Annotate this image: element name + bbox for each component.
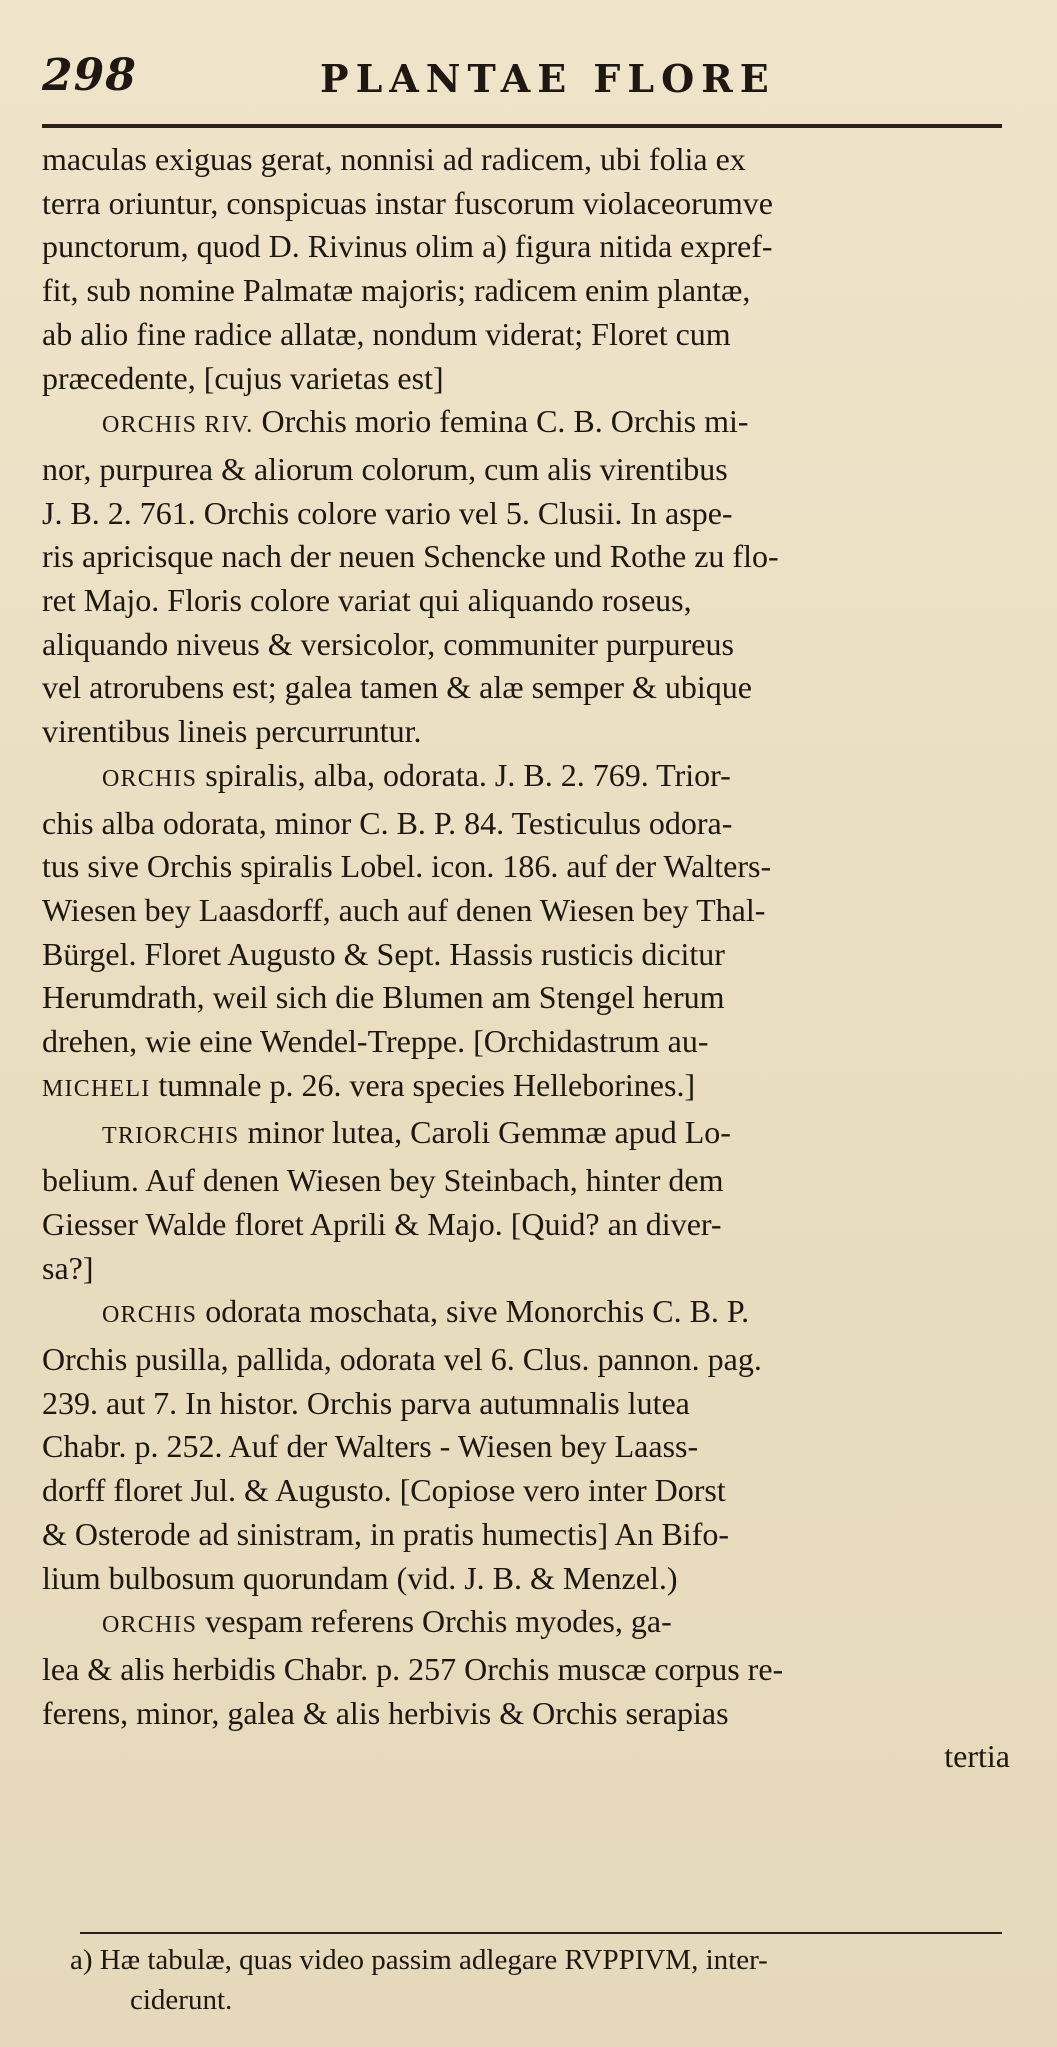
text-line: Herumdrath, weil sich die Blumen am Stengel herum <box>42 979 725 1016</box>
text-line: sa?] <box>42 1249 94 1286</box>
text-line: virentibus lineis percurruntur. <box>42 713 422 750</box>
entry-orchis-vespam <box>42 1600 1010 1648</box>
body-text <box>42 138 1010 1779</box>
text-line: Giesser Walde floret Aprili & Majo. [Quid? an diver- <box>42 1205 722 1242</box>
page-number: 298 <box>42 50 137 101</box>
catchword: tertia <box>944 1738 1010 1775</box>
text-line: ret Majo. Floris colore variat qui aliquando roseus, <box>42 582 692 619</box>
running-head: PLANTAE FLORE <box>320 56 776 101</box>
entry-lead: ORCHIS <box>102 1612 198 1639</box>
footnote-line: a) Hæ tabulæ, quas video passim adlegare RVPPIVM, inter- <box>70 1944 768 1976</box>
author-lead: MICHELI <box>42 1075 151 1102</box>
text-line: aliquando niveus & versicolor, communiter purpureus <box>42 625 734 662</box>
text-line: ab alio fine radice allatæ, nondum viderat; Floret cum <box>42 315 731 352</box>
text-line: punctorum, quod D. Rivinus olim a) figura nitida expref- <box>42 228 773 265</box>
text-line: drehen, wie eine Wendel-Treppe. [Orchidastrum au- <box>42 1023 709 1060</box>
text-line: tumnale p. 26. vera species Helleborines.] <box>158 1066 696 1103</box>
text-line: Orchis morio femina C. B. Orchis mi- <box>261 403 749 440</box>
text-line: ris apricisque nach der neuen Schencke und Rothe zu flo- <box>42 538 779 575</box>
text-line: Chabr. p. 252. Auf der Walters - Wiesen bey Laass- <box>42 1428 699 1465</box>
text-line: nor, purpurea & aliorum colorum, cum alis virentibus <box>42 450 728 487</box>
text-line: Orchis pusilla, pallida, odorata vel 6. Clus. pannon. pag. <box>42 1340 762 1377</box>
footnote-rule <box>80 1932 1002 1934</box>
entry-lead: ORCHIS <box>102 1302 198 1329</box>
entry-lead: ORCHIS RIV. <box>102 412 254 439</box>
header-rule <box>42 124 1002 128</box>
text-line: ferens, minor, galea & alis herbivis & Orchis serapias <box>42 1694 729 1731</box>
text-line: præcedente, [cujus varietas est] <box>42 359 444 396</box>
entry-triorchis <box>42 1111 1010 1159</box>
text-line: belium. Auf denen Wiesen bey Steinbach, hinter dem <box>42 1162 724 1199</box>
entry-orchis-morio <box>42 400 1010 448</box>
text-line: 239. aut 7. In histor. Orchis parva autumnalis lutea <box>42 1384 690 1421</box>
entry-micheli-line <box>42 1064 1010 1112</box>
footnote-line: ciderunt. <box>130 1984 233 2016</box>
footnote <box>70 1940 1010 2020</box>
text-line: Wiesen bey Laasdorff, auch auf denen Wiesen bey Thal- <box>42 891 766 928</box>
entry-orchis-spiralis <box>42 754 1010 802</box>
entry-orchis-odorata <box>42 1290 1010 1338</box>
text-line: lea & alis herbidis Chabr. p. 257 Orchis muscæ corpus re- <box>42 1650 784 1687</box>
text-line: fit, sub nomine Palmatæ majoris; radicem enim plantæ, <box>42 272 751 309</box>
text-line: vespam referens Orchis myodes, ga- <box>205 1603 672 1640</box>
text-line: & Osterode ad sinistram, in pratis humectis] An Bifo- <box>42 1515 729 1552</box>
text-line: lium bulbosum quorundam (vid. J. B. & Menzel.) <box>42 1559 678 1596</box>
text-line: dorff floret Jul. & Augusto. [Copiose vero inter Dorst <box>42 1472 726 1509</box>
text-line: J. B. 2. 761. Orchis colore vario vel 5. Clusii. In aspe- <box>42 494 733 531</box>
text-line: spiralis, alba, odorata. J. B. 2. 769. Trior- <box>205 756 731 793</box>
text-line: minor lutea, Caroli Gemmæ apud Lo- <box>247 1114 731 1151</box>
entry-lead: ORCHIS <box>102 765 198 792</box>
text-line: Bürgel. Floret Augusto & Sept. Hassis rusticis dicitur <box>42 935 725 972</box>
text-line: vel atrorubens est; galea tamen & alæ semper & ubique <box>42 669 752 706</box>
text-line: tus sive Orchis spiralis Lobel. icon. 186. auf der Walters- <box>42 848 772 885</box>
entry-lead: TRIORCHIS <box>102 1123 240 1150</box>
text-line: terra oriuntur, conspicuas instar fuscorum violaceorumve <box>42 184 773 221</box>
text-line: maculas exiguas gerat, nonnisi ad radicem, ubi folia ex <box>42 141 746 177</box>
text-line: odorata moschata, sive Monorchis C. B. P. <box>205 1293 750 1330</box>
text-line: chis alba odorata, minor C. B. P. 84. Testiculus odora- <box>42 804 733 841</box>
